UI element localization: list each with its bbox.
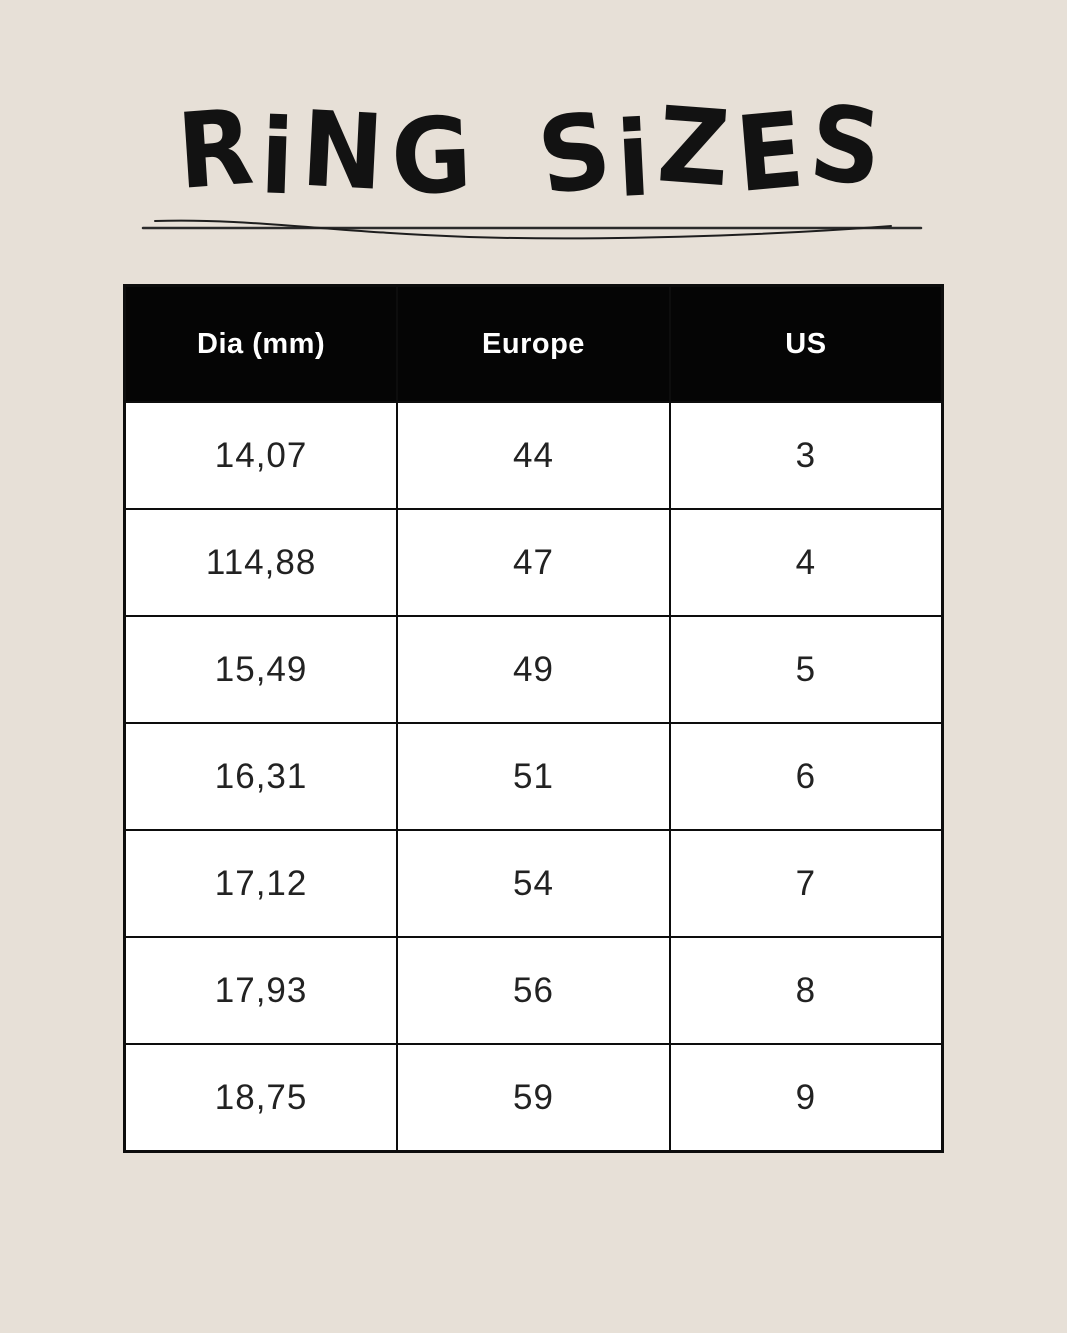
cell-dia: 17,93 (125, 937, 398, 1044)
table-header-row (125, 286, 943, 403)
cell-europe: 49 (397, 616, 670, 723)
table-row (125, 509, 943, 616)
table-body (125, 402, 943, 1152)
cell-us: 6 (670, 723, 943, 830)
table-row (125, 402, 943, 509)
cell-europe: 47 (397, 509, 670, 616)
cell-europe: 54 (397, 830, 670, 937)
title-section (0, 0, 1067, 222)
cell-europe: 56 (397, 937, 670, 1044)
column-header-dia-mm: Dia (mm) (125, 286, 398, 403)
cell-europe: 51 (397, 723, 670, 830)
cell-dia: 15,49 (125, 616, 398, 723)
page-title: RiNG SiZES (174, 81, 895, 222)
table-row (125, 830, 943, 937)
cell-europe: 44 (397, 402, 670, 509)
cell-europe: 59 (397, 1044, 670, 1152)
cell-dia: 18,75 (125, 1044, 398, 1152)
cell-us: 5 (670, 616, 943, 723)
title-underline (0, 210, 1067, 250)
cell-us: 8 (670, 937, 943, 1044)
cell-us: 7 (670, 830, 943, 937)
table-row (125, 937, 943, 1044)
ring-size-table (123, 284, 944, 1153)
cell-us: 3 (670, 402, 943, 509)
cell-dia: 114,88 (125, 509, 398, 616)
table-header (125, 286, 943, 403)
table-row (125, 723, 943, 830)
table-row (125, 616, 943, 723)
column-header-us: US (670, 286, 943, 403)
column-header-europe: Europe (397, 286, 670, 403)
cell-dia: 14,07 (125, 402, 398, 509)
cell-dia: 16,31 (125, 723, 398, 830)
cell-us: 9 (670, 1044, 943, 1152)
cell-dia: 17,12 (125, 830, 398, 937)
cell-us: 4 (670, 509, 943, 616)
underline-squiggle-graphic (139, 210, 929, 250)
table-row (125, 1044, 943, 1152)
